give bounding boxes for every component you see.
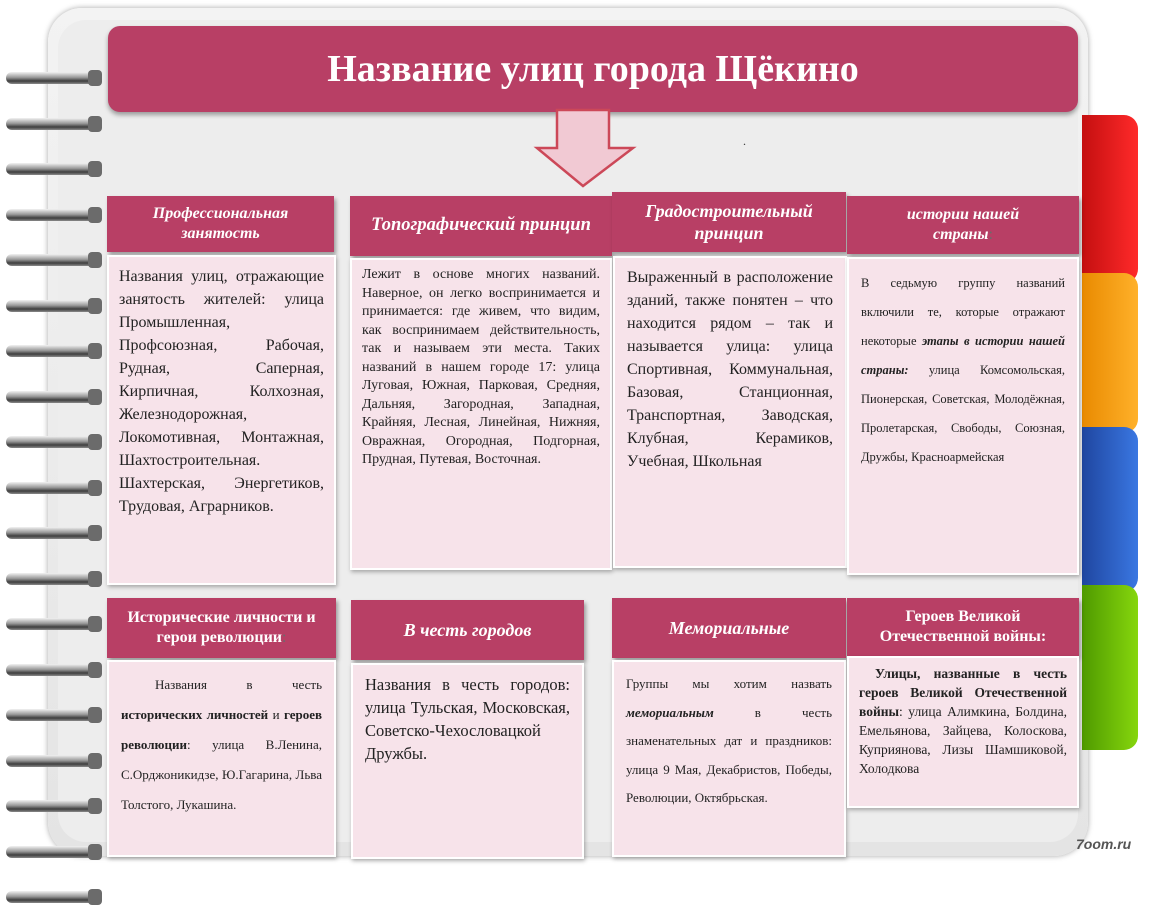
- spiral-ring: [0, 163, 102, 177]
- spiral-ring: [0, 755, 102, 769]
- spiral-ring: [0, 482, 102, 496]
- box-persons: Названия в честь исторических личностей и героев революции: улица В.Ленина, С.Орджоникидзе, Ю.Гагарина, Льва Толстого, Лукашина.: [107, 660, 336, 857]
- down-arrow-icon: [533, 108, 637, 190]
- tab-green: [1082, 585, 1138, 750]
- spiral-ring: [0, 846, 102, 860]
- header-memorial: Мемориальные: [612, 598, 846, 658]
- tab-blue: [1082, 427, 1138, 592]
- tab-orange: [1082, 273, 1138, 433]
- spiral-ring: [0, 300, 102, 314]
- spiral-ring: [0, 800, 102, 814]
- spiral-ring: [0, 118, 102, 132]
- spiral-ring: [0, 527, 102, 541]
- spiral-ring: [0, 709, 102, 723]
- tab-red: [1082, 115, 1138, 283]
- spiral-ring: [0, 436, 102, 450]
- spiral-ring: [0, 209, 102, 223]
- spiral-ring: [0, 891, 102, 905]
- header-heroes: Героев Великой Отечественной войны:: [847, 598, 1079, 656]
- box-history: В седьмую группу названий включили те, которые отражают некоторые этапы в истории нашей страны: улица Комсомольская, Пионерская, Советская, Молодёжная, Пролетарская, Свободы, Союзная, Дружбы, Красноармейская: [847, 257, 1079, 575]
- decor-dot: .: [743, 134, 746, 148]
- title-bar: [108, 26, 1078, 112]
- header-professional: Профессиональная занятость: [107, 196, 334, 252]
- box-cities: Названия в честь городов: улица Тульская, Московская, Советско-Чехословацкой Дружбы.: [351, 663, 584, 859]
- header-cities: В честь городов: [351, 600, 584, 660]
- box-urban: Выраженный в расположение зданий, также понятен – что находится рядом – так и называется улица: улица Спортивная, Коммунальная, Базовая, Станционная, Транспортная, Заводская, Клубная, Керамиков, Учебная, Школьная: [613, 256, 847, 568]
- spiral-ring: [0, 254, 102, 268]
- box-memorial: Группы мы хотим назвать мемориальным в честь знаменательных дат и праздников: улица 9 Мая, Декабристов, Победы, Революции, Октябрьская.: [612, 660, 846, 857]
- page-title: Название улиц города Щёкино: [327, 48, 859, 90]
- spiral-ring: [0, 391, 102, 405]
- spiral-ring: [0, 72, 102, 86]
- header-urban: Градостроительный принцип: [612, 192, 846, 252]
- header-topographic: Топографический принцип: [350, 196, 612, 256]
- header-persons: Исторические личности и герои революции:: [107, 598, 336, 658]
- spiral-ring: [0, 345, 102, 359]
- box-heroes: Улицы, названные в честь героев Великой Отечественной войны: улица Алимкина, Болдина, Емельянова, Зайцева, Колоскова, Куприянова, Лизы Шамшиковой, Холодкова: [847, 656, 1079, 808]
- watermark: 7oom.ru: [1076, 836, 1132, 852]
- spiral-ring: [0, 664, 102, 678]
- box-professional: Названия улиц, отражающие занятость жителей: улица Промышленная, Профсоюзная, Рабочая, Рудная, Саперная, Кирпичная, Колхозная, Железнодорожная, Локомотивная, Монтажная, Шахтостроительная. Шахтерская, Энергетиков, Трудовая, Аграрников.: [107, 255, 336, 585]
- spiral-ring: [0, 573, 102, 587]
- spiral-ring: [0, 618, 102, 632]
- header-history: истории нашей страны:: [847, 196, 1079, 254]
- box-topographic: Лежит в основе многих названий. Наверное, он легко воспринимается и принимается: где живем, что видим, как воспринимаем действительность, так и называем эти места. Таких названий в нашем городе 17: улица Луговая, Южная, Парковая, Средняя, Дальняя, Загородная, Западная, Крайняя, Лесная, Линейная, Нижняя, Овражная, Огородная, Подгорная, Прудная, Путевая, Восточная.: [350, 258, 612, 570]
